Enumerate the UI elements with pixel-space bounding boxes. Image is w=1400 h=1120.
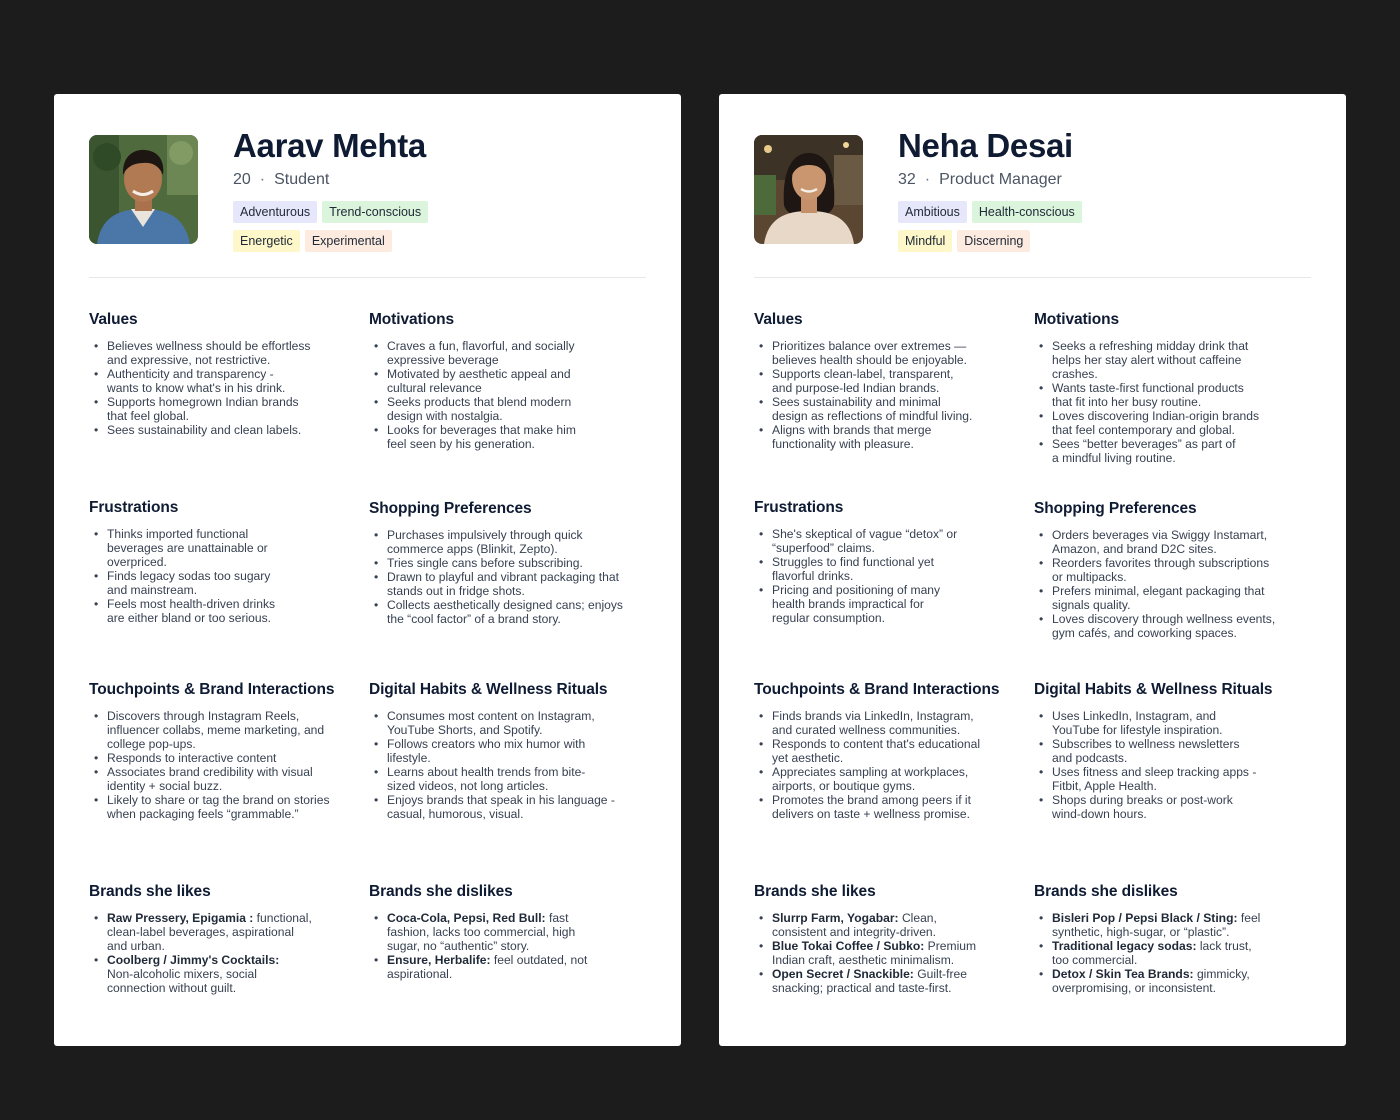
bullet-line: Prioritizes balance over extremes — [772, 339, 967, 353]
trait-tag: Adventurous [233, 201, 317, 223]
bullet-line: Follows creators who mix humor with [387, 737, 586, 751]
section-list [369, 709, 631, 821]
section-list [89, 911, 351, 995]
bullet-line: Likely to share or tag the brand on stories [107, 793, 330, 807]
bullet-line: sized videos, not long articles. [387, 779, 549, 793]
section-list [1034, 911, 1296, 995]
bullet-line: the “cool factor” of a brand story. [387, 612, 561, 626]
bullet-line: Loves discovery through wellness events, [1052, 612, 1276, 626]
trait-tag: Health-conscious [972, 201, 1082, 223]
bullet-item [1034, 737, 1296, 765]
section-title: Frustrations [754, 499, 844, 516]
bullet-line: Uses LinkedIn, Instagram, and [1052, 709, 1217, 723]
bullet-line: design with nostalgia. [387, 409, 503, 423]
bullet-line: Indian craft, aesthetic minimalism. [772, 953, 955, 967]
bullet-item [1034, 765, 1296, 793]
bullet-line: Seeks products that blend modern [387, 395, 572, 409]
bullet-item [369, 367, 631, 395]
bullet-item [1034, 528, 1296, 556]
section-digital-habits [369, 681, 631, 821]
avatar [89, 135, 198, 244]
bullet-line: Sees sustainability and clean labels. [107, 423, 302, 437]
bullet-line: aspirational. [387, 967, 453, 981]
bullet-line: overpriced. [107, 555, 167, 569]
section-list [1034, 339, 1296, 465]
section-title: Brands she dislikes [369, 883, 513, 900]
bullet-line: and purpose-led Indian brands. [772, 381, 940, 395]
bullet-line: Wants taste-first functional products [1052, 381, 1244, 395]
bullet-line: Feels most health-driven drinks [107, 597, 276, 611]
trait-tag: Experimental [305, 230, 392, 252]
avatar-photo [89, 135, 198, 244]
trait-tag: Ambitious [898, 201, 967, 223]
bullet-line: that feel contemporary and global. [1052, 423, 1235, 437]
avatar-photo [754, 135, 863, 244]
bullet-bold-lead: Blue Tokai Coffee / Subko: [772, 939, 925, 953]
trait-tag: Trend-conscious [322, 201, 428, 223]
bullet-item [369, 339, 631, 367]
meta-separator: · [259, 171, 266, 188]
section-title: Motivations [1034, 311, 1120, 328]
bullet-line: gimmicky, [1193, 967, 1250, 981]
bullet-item [1034, 709, 1296, 737]
bullet-item [369, 793, 631, 821]
trait-tags-row [898, 201, 1198, 223]
section-title: Brands she likes [754, 883, 876, 900]
section-frustrations [754, 499, 1016, 625]
section-list [1034, 528, 1296, 640]
bullet-item [1034, 437, 1296, 465]
bullet-line: Reorders favorites through subscriptions [1052, 556, 1270, 570]
bullet-line: beverages are unattainable or [107, 541, 268, 555]
bullet-item [754, 737, 1016, 765]
bullet-line: and mainstream. [107, 583, 198, 597]
bullet-line: Clean, [898, 911, 937, 925]
bullet-line: Pricing and positioning of many [772, 583, 941, 597]
bullet-line: synthetic, high-sugar, or “plastic”. [1052, 925, 1230, 939]
trait-tags-row [233, 201, 533, 223]
bullet-item [369, 598, 631, 626]
bullet-line: helps her stay alert without caffeine [1052, 353, 1242, 367]
bullet-line: wind-down hours. [1052, 807, 1147, 821]
section-list [89, 339, 351, 437]
persona-age: 20 [233, 171, 251, 188]
bullet-item [1034, 381, 1296, 409]
section-title: Shopping Preferences [1034, 500, 1197, 517]
bullet-item [754, 967, 1016, 995]
bullet-bold-lead: Coca-Cola, Pepsi, Red Bull: [387, 911, 546, 925]
bullet-line: influencer collabs, meme marketing, and [107, 723, 325, 737]
bullet-line: Guilt-free [913, 967, 967, 981]
bullet-line: and podcasts. [1052, 751, 1128, 765]
bullet-line: Discovers through Instagram Reels, [107, 709, 300, 723]
bullet-item [369, 570, 631, 598]
section-list [754, 911, 1016, 995]
section-brands-dislikes [1034, 883, 1296, 995]
section-title: Digital Habits & Wellness Rituals [369, 681, 608, 698]
bullet-item [1034, 612, 1296, 640]
bullet-line: fashion, lacks too commercial, high [387, 925, 576, 939]
bullet-line: cultural relevance [387, 381, 482, 395]
bullet-line: Supports clean-label, transparent, [772, 367, 954, 381]
bullet-item [754, 583, 1016, 625]
section-title: Shopping Preferences [369, 500, 532, 517]
bullet-line: “superfood” claims. [772, 541, 875, 555]
bullet-item [89, 597, 351, 625]
trait-tag: Energetic [233, 230, 300, 252]
bullet-item [89, 339, 351, 367]
bullet-line: She's skeptical of vague “detox” or [772, 527, 958, 541]
section-title: Values [89, 311, 138, 328]
bullet-line: connection without guilt. [107, 981, 237, 995]
bullet-line: Learns about health trends from bite- [387, 765, 586, 779]
bullet-item [369, 765, 631, 793]
section-title: Digital Habits & Wellness Rituals [1034, 681, 1273, 698]
bullet-line: wants to know what's in his drink. [107, 381, 286, 395]
bullet-line: Tries single cans before subscribing. [387, 556, 583, 570]
bullet-item [369, 737, 631, 765]
bullet-line: Fitbit, Apple Health. [1052, 779, 1157, 793]
bullet-item [1034, 793, 1296, 821]
bullet-line: yet aesthetic. [772, 751, 844, 765]
bullet-item [754, 555, 1016, 583]
bullet-line: Shops during breaks or post-work [1052, 793, 1233, 807]
section-list [369, 911, 631, 981]
bullet-bold-lead: Ensure, Herbalife: [387, 953, 491, 967]
bullet-line: lack trust, [1196, 939, 1252, 953]
meta-separator: · [924, 171, 931, 188]
section-title: Touchpoints & Brand Interactions [89, 681, 335, 698]
bullet-item [369, 911, 631, 953]
bullet-item [89, 751, 351, 765]
bullet-line: are either bland or too serious. [107, 611, 272, 625]
bullet-item [754, 911, 1016, 939]
bullet-line: consistent and integrity-driven. [772, 925, 937, 939]
bullet-line: Struggles to find functional yet [772, 555, 935, 569]
bullet-line: Subscribes to wellness newsletters [1052, 737, 1240, 751]
bullet-item [1034, 339, 1296, 381]
bullet-line: Authenticity and transparency - [107, 367, 274, 381]
bullet-item [369, 709, 631, 737]
bullet-item [89, 569, 351, 597]
persona-meta [233, 171, 329, 189]
bullet-line: functional, [253, 911, 312, 925]
bullet-line: Motivated by aesthetic appeal and [387, 367, 571, 381]
bullet-bold-lead: Traditional legacy sodas: [1052, 939, 1197, 953]
section-brands-dislikes [369, 883, 631, 981]
bullet-line: Sees “better beverages” as part of [1052, 437, 1236, 451]
bullet-line: Associates brand credibility with visual [107, 765, 313, 779]
bullet-line: feel seen by his generation. [387, 437, 535, 451]
bullet-line: regular consumption. [772, 611, 885, 625]
section-title: Touchpoints & Brand Interactions [754, 681, 1000, 698]
bullet-item [369, 528, 631, 556]
persona-age: 32 [898, 171, 916, 188]
bullet-line: Seeks a refreshing midday drink that [1052, 339, 1249, 353]
section-shopping-preferences [369, 500, 631, 626]
bullet-item [1034, 911, 1296, 939]
bullet-line: Responds to content that's educational [772, 737, 981, 751]
bullet-line: and urban. [107, 939, 165, 953]
bullet-item [369, 556, 631, 570]
section-list [754, 527, 1016, 625]
bullet-line: when packaging feels “grammable.” [107, 807, 299, 821]
bullet-item [754, 339, 1016, 367]
persona-meta [898, 171, 1062, 189]
bullet-line: Finds brands via LinkedIn, Instagram, [772, 709, 974, 723]
section-title: Values [754, 311, 803, 328]
bullet-line: Loves discovering Indian-origin brands [1052, 409, 1260, 423]
trait-tags-row [898, 230, 1198, 252]
bullet-line: stands out in fridge shots. [387, 584, 525, 598]
section-brands-likes [754, 883, 1016, 995]
bullet-line: Consumes most content on Instagram, [387, 709, 595, 723]
bullet-line: Finds legacy sodas too sugary [107, 569, 271, 583]
bullet-item [754, 395, 1016, 423]
section-brands-likes [89, 883, 351, 995]
bullet-line: expressive beverage [387, 353, 499, 367]
bullet-line: feel outdated, not [490, 953, 588, 967]
bullet-line: clean-label beverages, aspirational [107, 925, 294, 939]
bullet-line: identity + social buzz. [107, 779, 223, 793]
bullet-item [754, 527, 1016, 555]
section-touchpoints [89, 681, 351, 821]
bullet-line: sugar, no “authentic” story. [387, 939, 530, 953]
bullet-line: feel [1237, 911, 1261, 925]
persona-name: Neha Desai [898, 127, 1073, 164]
section-digital-habits [1034, 681, 1296, 821]
bullet-line: Appreciates sampling at workplaces, [772, 765, 969, 779]
bullet-line: believes health should be enjoyable. [772, 353, 967, 367]
bullet-item [369, 423, 631, 451]
bullet-line: lifestyle. [387, 751, 431, 765]
bullet-item [754, 793, 1016, 821]
section-title: Motivations [369, 311, 455, 328]
bullet-item [89, 709, 351, 751]
bullet-line: fast [545, 911, 569, 925]
bullet-item [369, 395, 631, 423]
bullet-line: and curated wellness communities. [772, 723, 961, 737]
avatar [754, 135, 863, 244]
section-list [754, 339, 1016, 451]
persona-card-aarav [54, 94, 681, 1046]
bullet-line: health brands impractical for [772, 597, 924, 611]
persona-occupation: Student [274, 171, 330, 188]
bullet-line: commerce apps (Blinkit, Zepto). [387, 542, 558, 556]
bullet-line: Prefers minimal, elegant packaging that [1052, 584, 1265, 598]
bullet-line: Believes wellness should be effortless [107, 339, 311, 353]
bullet-line: that feel global. [107, 409, 190, 423]
bullet-item [754, 939, 1016, 967]
section-title: Brands she dislikes [1034, 883, 1178, 900]
bullet-line: Promotes the brand among peers if it [772, 793, 971, 807]
bullet-line: Sees sustainability and minimal [772, 395, 941, 409]
bullet-line: functionality with pleasure. [772, 437, 914, 451]
bullet-line: flavorful drinks. [772, 569, 854, 583]
bullet-item [754, 423, 1016, 451]
bullet-line: YouTube for lifestyle inspiration. [1052, 723, 1223, 737]
bullet-line: Purchases impulsively through quick [387, 528, 583, 542]
bullet-bold-lead: Coolberg / Jimmy's Cocktails: [107, 953, 280, 967]
bullet-line: gym cafés, and coworking spaces. [1052, 626, 1237, 640]
bullet-item [1034, 584, 1296, 612]
section-list [89, 709, 351, 821]
bullet-line: Supports homegrown Indian brands [107, 395, 299, 409]
section-shopping-preferences [1034, 500, 1296, 640]
section-title: Frustrations [89, 499, 179, 516]
trait-tag: Mindful [898, 230, 952, 252]
bullet-line: YouTube Shorts, and Spotify. [387, 723, 543, 737]
bullet-line: Premium [924, 939, 977, 953]
bullet-line: Drawn to playful and vibrant packaging that [387, 570, 619, 584]
section-frustrations [89, 499, 351, 625]
section-values [754, 311, 1016, 451]
bullet-line: college pop-ups. [107, 737, 196, 751]
bullet-line: Aligns with brands that merge [772, 423, 932, 437]
bullet-line: Enjoys brands that speak in his language - [387, 793, 615, 807]
bullet-item [1034, 939, 1296, 967]
bullet-line: crashes. [1052, 367, 1098, 381]
section-list [369, 339, 631, 451]
bullet-line: Looks for beverages that make him [387, 423, 576, 437]
bullet-bold-lead: Raw Pressery, Epigamia : [107, 911, 254, 925]
bullet-item [89, 911, 351, 953]
bullet-line: or multipacks. [1052, 570, 1127, 584]
bullet-item [89, 395, 351, 423]
trait-tag: Discerning [957, 230, 1030, 252]
bullet-item [1034, 409, 1296, 437]
persona-name: Aarav Mehta [233, 127, 426, 164]
bullet-item [754, 765, 1016, 793]
bullet-line: a mindful living routine. [1052, 451, 1176, 465]
bullet-line: design as reflections of mindful living. [772, 409, 973, 423]
bullet-item [1034, 967, 1296, 995]
bullet-line: that fit into her busy routine. [1052, 395, 1202, 409]
bullet-line: signals quality. [1052, 598, 1131, 612]
bullet-line: overpromising, or inconsistent. [1052, 981, 1217, 995]
bullet-item [89, 765, 351, 793]
header-divider [89, 277, 646, 278]
bullet-line: too commercial. [1052, 953, 1138, 967]
bullet-item [89, 793, 351, 821]
bullet-bold-lead: Open Secret / Snackible: [772, 967, 914, 981]
bullet-line: Uses fitness and sleep tracking apps - [1052, 765, 1257, 779]
bullet-line: snacking; practical and taste-first. [772, 981, 952, 995]
bullet-bold-lead: Detox / Skin Tea Brands: [1052, 967, 1194, 981]
bullet-line: airports, or boutique gyms. [772, 779, 916, 793]
bullet-line: Orders beverages via Swiggy Instamart, [1052, 528, 1268, 542]
bullet-line: Collects aesthetically designed cans; enjoys [387, 598, 623, 612]
bullet-item [754, 709, 1016, 737]
trait-tags-row [233, 230, 533, 252]
bullet-item [89, 423, 351, 437]
bullet-line: Thinks imported functional [107, 527, 249, 541]
section-list [89, 527, 351, 625]
section-touchpoints [754, 681, 1016, 821]
bullet-line: Non-alcoholic mixers, social [107, 967, 257, 981]
bullet-item [89, 953, 351, 995]
bullet-line: Craves a fun, flavorful, and socially [387, 339, 575, 353]
section-list [369, 528, 631, 626]
bullet-line: Amazon, and brand D2C sites. [1052, 542, 1217, 556]
bullet-item [89, 367, 351, 395]
bullet-item [1034, 556, 1296, 584]
bullet-bold-lead: Slurrp Farm, Yogabar: [772, 911, 899, 925]
bullet-line: casual, humorous, visual. [387, 807, 524, 821]
header-divider [754, 277, 1311, 278]
bullet-line: Responds to interactive content [107, 751, 277, 765]
section-motivations [369, 311, 631, 451]
section-list [1034, 709, 1296, 821]
bullet-bold-lead: Bisleri Pop / Pepsi Black / Sting: [1052, 911, 1238, 925]
bullet-item [369, 953, 631, 981]
persona-card-neha [719, 94, 1346, 1046]
bullet-line: delivers on taste + wellness promise. [772, 807, 970, 821]
bullet-item [754, 367, 1016, 395]
bullet-line: and expressive, not restrictive. [107, 353, 271, 367]
bullet-item [89, 527, 351, 569]
persona-occupation: Product Manager [939, 171, 1062, 188]
section-list [754, 709, 1016, 821]
section-values [89, 311, 351, 437]
section-motivations [1034, 311, 1296, 465]
section-title: Brands she likes [89, 883, 211, 900]
